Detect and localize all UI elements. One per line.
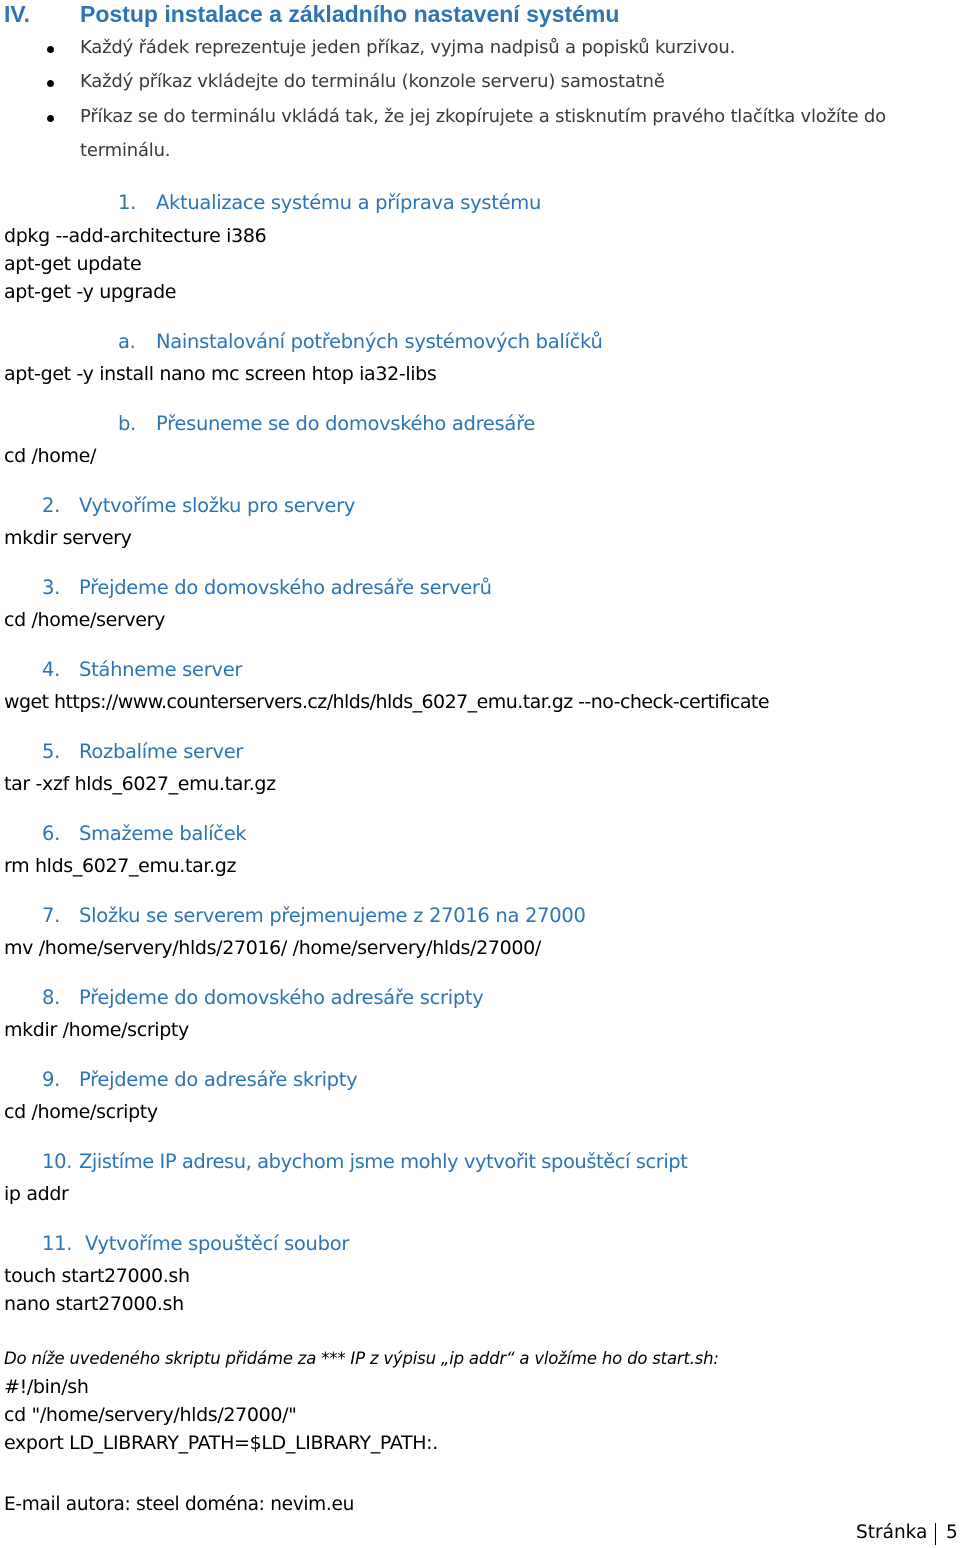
- step-title: Zjistíme IP adresu, abychom jsme mohly vytvořit spouštěcí script: [79, 1150, 688, 1173]
- script-line: #!/bin/sh: [4, 1376, 89, 1398]
- step-heading: [0, 988, 960, 1012]
- command-line: tar -xzf hlds_6027_emu.tar.gz: [4, 773, 276, 795]
- step-heading: [0, 1070, 960, 1094]
- step-title: Přesuneme se do domovského adresáře: [156, 412, 536, 435]
- footer-author: E-mail autora: steel doména: nevim.eu: [4, 1494, 354, 1515]
- step-title: Rozbalíme server: [79, 740, 244, 763]
- step-number: a.: [118, 330, 136, 353]
- step-number: 3.: [42, 576, 61, 599]
- step-title: Nainstalování potřebných systémových balíčků: [156, 330, 603, 353]
- bullet-icon: [47, 46, 54, 53]
- command-line: cd /home/scripty: [4, 1101, 158, 1123]
- step-number: 6.: [42, 822, 61, 845]
- step-title: Vytvoříme složku pro servery: [79, 494, 356, 517]
- step-heading: [0, 742, 960, 766]
- bullet-item: Každý řádek reprezentuje jeden příkaz, vyjma nadpisů a popisků kurzivou.: [80, 37, 736, 58]
- step-title: Aktualizace systému a příprava systému: [156, 191, 542, 214]
- section-heading-number: IV.: [4, 1, 31, 27]
- command-line: mkdir /home/scripty: [4, 1019, 189, 1041]
- script-line: cd "/home/servery/hlds/27000/": [4, 1404, 297, 1426]
- section-heading-title: Postup instalace a základního nastavení systému: [80, 1, 620, 27]
- step-heading: [0, 332, 960, 356]
- step-number: 10.: [42, 1150, 73, 1173]
- bullet-icon: [47, 115, 54, 122]
- step-heading: [0, 496, 960, 520]
- bullet-item: Příkaz se do terminálu vkládá tak, že jej zkopírujete a stisknutím pravého tlačítka vložíte do: [80, 106, 886, 127]
- step-heading: [0, 660, 960, 684]
- step-title: Smažeme balíček: [79, 822, 247, 845]
- command-line: apt-get -y upgrade: [4, 281, 177, 303]
- step-number: 9.: [42, 1068, 61, 1091]
- command-line: apt-get update: [4, 253, 142, 275]
- script-note: Do níže uvedeného skriptu přidáme za *** IP z výpisu „ip addr“ a vložíme ho do start.sh:: [4, 1349, 719, 1368]
- bullet-item: Každý příkaz vkládejte do terminálu (konzole serveru) samostatně: [80, 71, 665, 92]
- step-heading: [0, 1152, 960, 1176]
- step-heading: [0, 193, 960, 217]
- step-number: 1.: [118, 191, 137, 214]
- step-title: Vytvoříme spouštěcí soubor: [85, 1232, 350, 1255]
- step-number: 11.: [42, 1232, 73, 1255]
- step-heading: [0, 578, 960, 602]
- page-number-separator: [935, 1523, 936, 1545]
- step-title: Přejdeme do domovského adresáře scripty: [79, 986, 484, 1009]
- command-line: dpkg --add-architecture i386: [4, 225, 267, 247]
- step-number: 4.: [42, 658, 61, 681]
- command-line: apt-get -y install nano mc screen htop ia32-libs: [4, 363, 437, 385]
- command-line: wget https://www.counterservers.cz/hlds/hlds_6027_emu.tar.gz --no-check-certificate: [4, 691, 769, 713]
- step-number: 5.: [42, 740, 61, 763]
- step-title: Přejdeme do domovského adresáře serverů: [79, 576, 492, 599]
- command-line: rm hlds_6027_emu.tar.gz: [4, 855, 237, 877]
- page-number: 5: [946, 1522, 958, 1543]
- step-number: 7.: [42, 904, 61, 927]
- page-label: Stránka: [856, 1522, 928, 1543]
- step-heading: [0, 824, 960, 848]
- bullet-icon: [47, 80, 54, 87]
- step-number: 2.: [42, 494, 61, 517]
- bullet-item-continuation: terminálu.: [80, 140, 171, 161]
- command-line: cd /home/: [4, 445, 97, 467]
- command-line: touch start27000.sh: [4, 1265, 190, 1287]
- step-title: Přejdeme do adresáře skripty: [79, 1068, 358, 1091]
- step-number: 8.: [42, 986, 61, 1009]
- script-line: export LD_LIBRARY_PATH=$LD_LIBRARY_PATH:.: [4, 1432, 438, 1454]
- command-line: mv /home/servery/hlds/27016/ /home/servery/hlds/27000/: [4, 937, 541, 959]
- step-heading: [0, 906, 960, 930]
- step-title: Stáhneme server: [79, 658, 243, 681]
- command-line: nano start27000.sh: [4, 1293, 184, 1315]
- command-line: ip addr: [4, 1183, 69, 1205]
- command-line: mkdir servery: [4, 527, 132, 549]
- step-heading: [0, 414, 960, 438]
- step-heading: [0, 1234, 960, 1258]
- step-number: b.: [118, 412, 136, 435]
- command-line: cd /home/servery: [4, 609, 166, 631]
- step-title: Složku se serverem přejmenujeme z 27016 na 27000: [79, 904, 586, 927]
